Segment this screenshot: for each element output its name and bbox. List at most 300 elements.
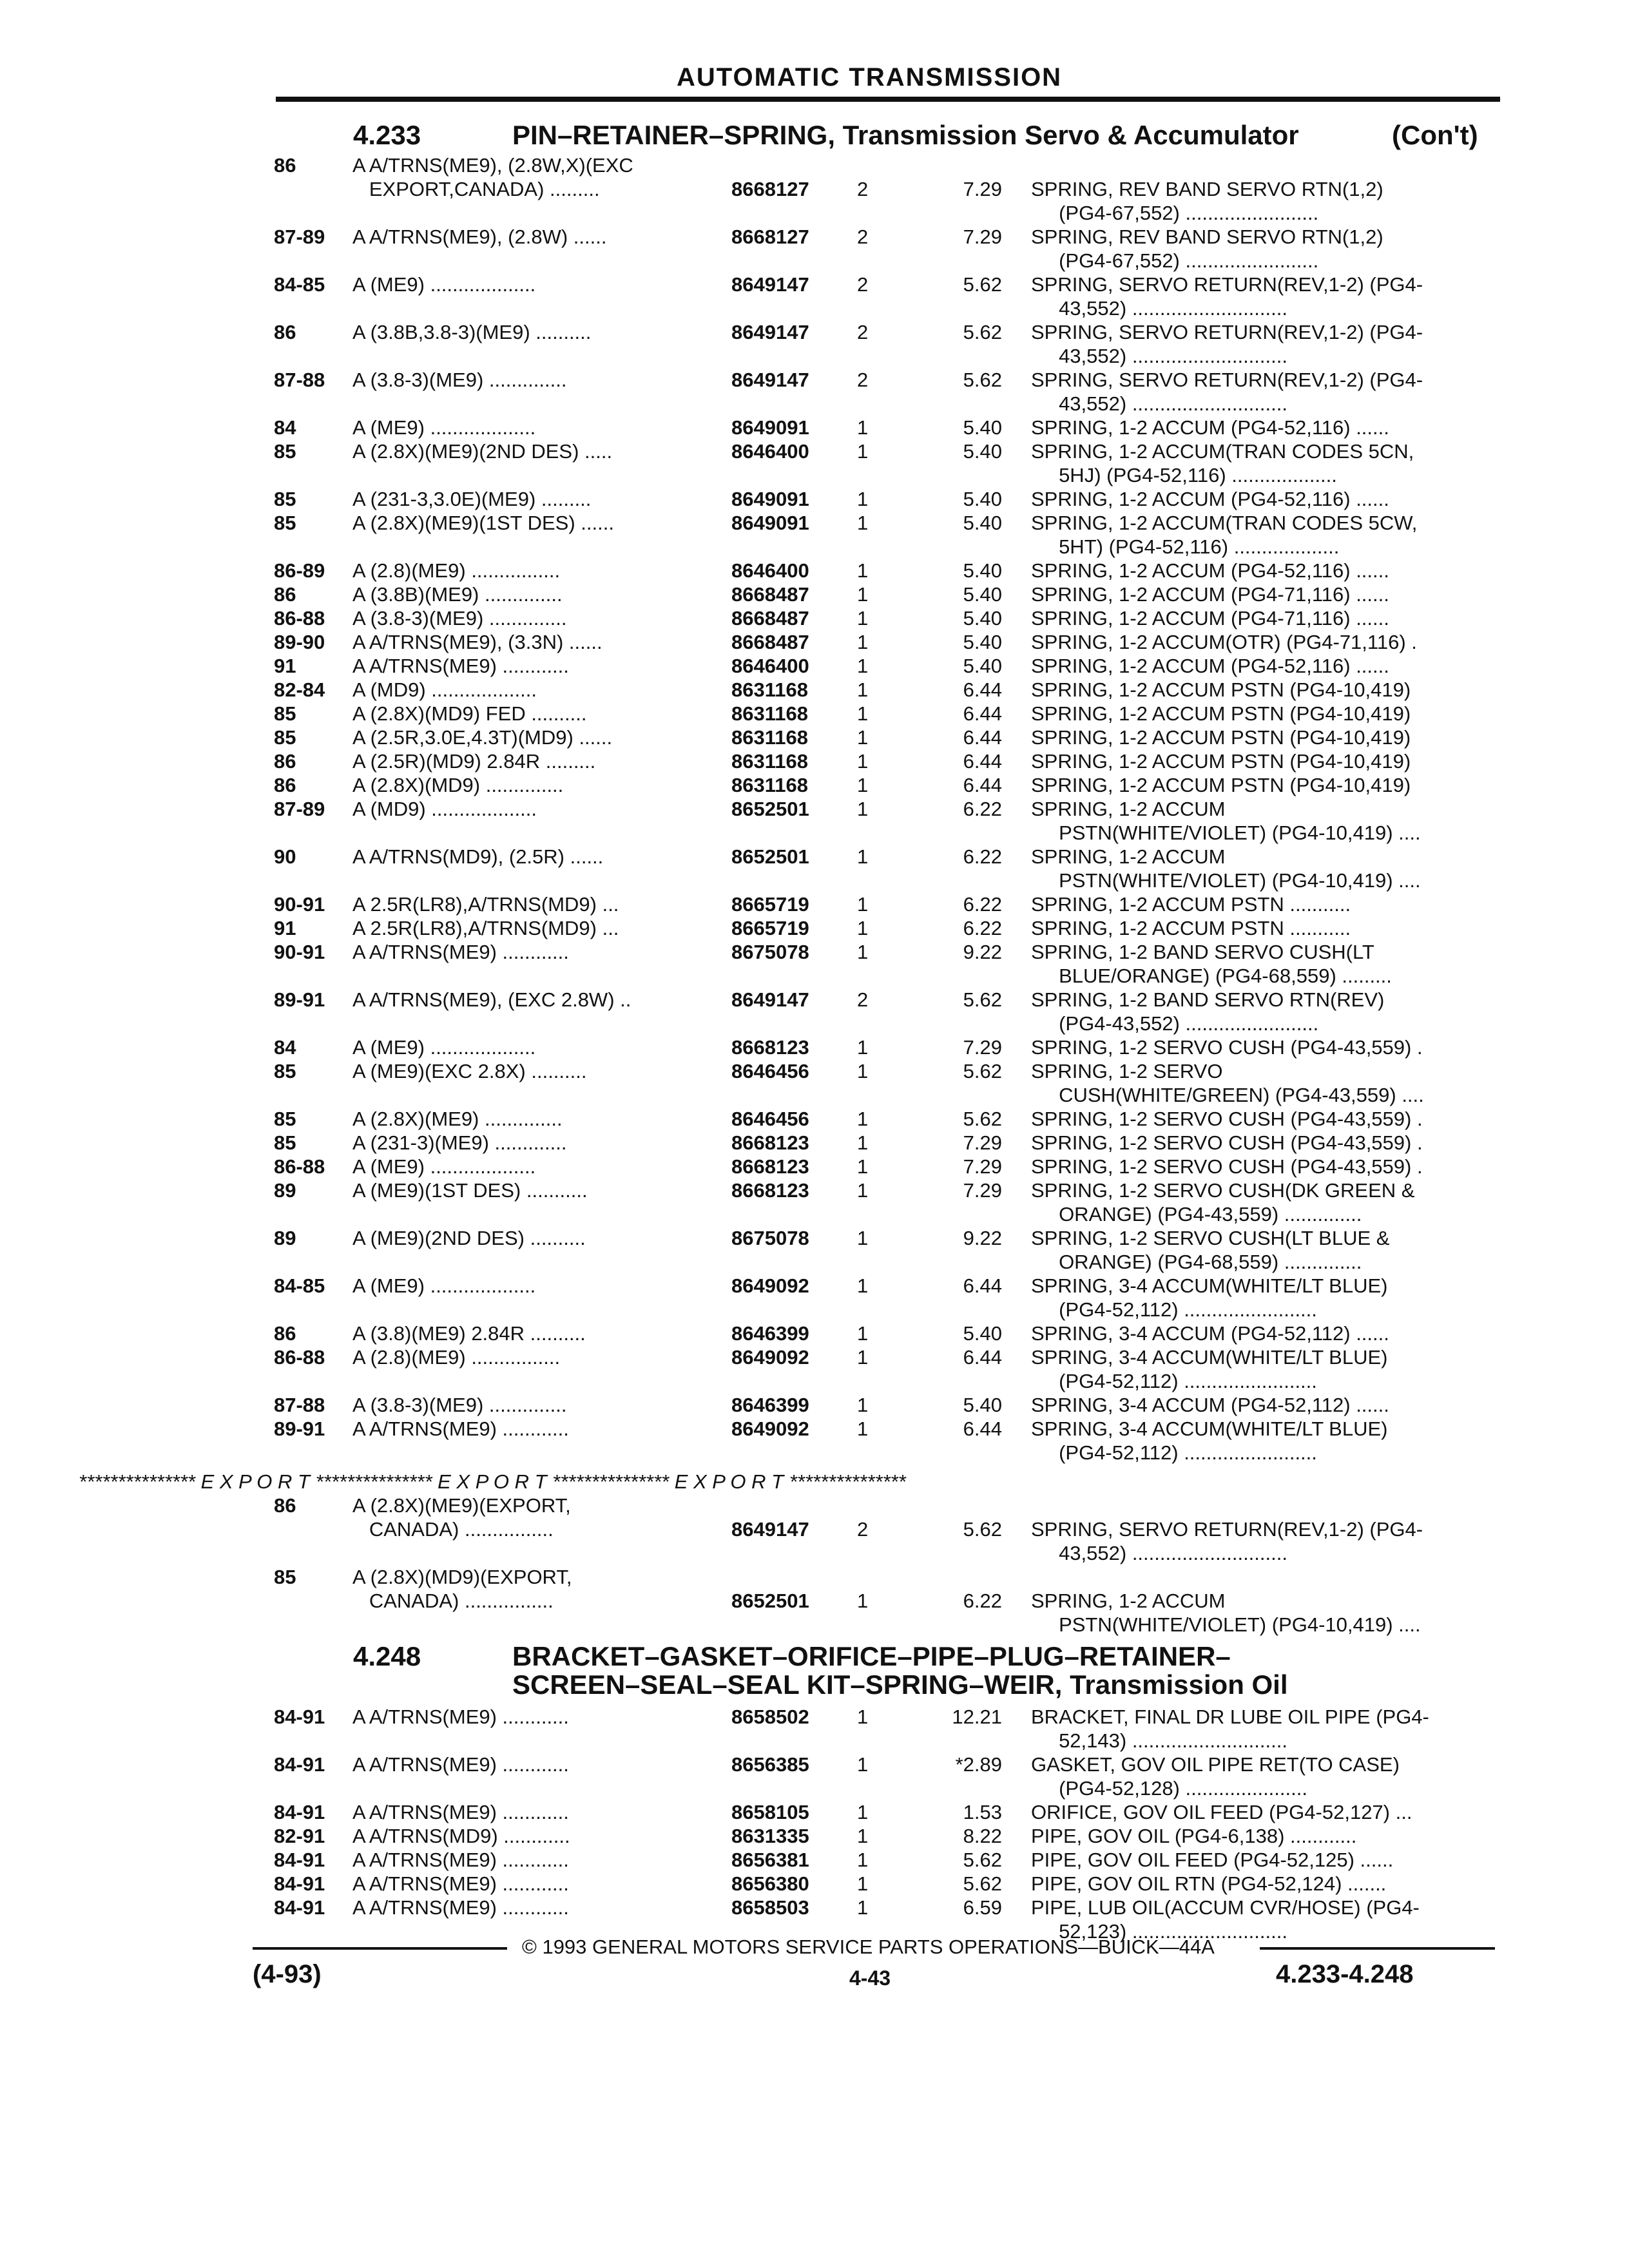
description-cell: SPRING, REV BAND SERVO RTN(1,2) bbox=[1031, 178, 1383, 200]
description-cell: (PG4-43,552) ........................ bbox=[1031, 1012, 1319, 1035]
part-number-cell: 8668123 bbox=[731, 1179, 809, 1202]
section-title-2-line2: SCREEN–SEAL–SEAL KIT–SPRING–WEIR, Transmission Oil bbox=[512, 1669, 1288, 1700]
application-cell: A A/TRNS(ME9) ............ bbox=[352, 1849, 569, 1871]
quantity-cell: 1 bbox=[857, 1896, 869, 1919]
application-cell: A (2.5R)(MD9) 2.84R ......... bbox=[352, 750, 596, 773]
part-number-cell: 8646399 bbox=[731, 1394, 809, 1416]
quantity-cell: 1 bbox=[857, 1872, 869, 1895]
application-cell: A (2.5R,3.0E,4.3T)(MD9) ...... bbox=[352, 726, 613, 749]
application-cell: A (2.8X)(MD9) .............. bbox=[352, 774, 564, 796]
price-cell: 6.22 bbox=[963, 893, 1002, 916]
quantity-cell: 1 bbox=[857, 1394, 869, 1416]
section-title: PIN–RETAINER–SPRING, Transmission Servo & Accumulator bbox=[512, 120, 1299, 150]
year-cell: 89 bbox=[274, 1179, 296, 1202]
part-number-cell: 8649092 bbox=[731, 1418, 809, 1440]
part-number-cell: 8631168 bbox=[731, 774, 808, 796]
description-cell: SPRING, 1-2 ACCUM bbox=[1031, 798, 1226, 820]
description-cell: ORIFICE, GOV OIL FEED (PG4-52,127) ... bbox=[1031, 1801, 1412, 1823]
quantity-cell: 1 bbox=[857, 845, 869, 868]
quantity-cell: 1 bbox=[857, 1346, 869, 1369]
description-cell: SPRING, 1-2 SERVO bbox=[1031, 1060, 1223, 1082]
year-cell: 84-91 bbox=[274, 1872, 325, 1895]
description-cell: SPRING, REV BAND SERVO RTN(1,2) bbox=[1031, 226, 1383, 248]
price-cell: 7.29 bbox=[963, 1131, 1002, 1154]
description-cell: SPRING, 1-2 ACCUM (PG4-52,116) ...... bbox=[1031, 559, 1389, 582]
footer-rule-left bbox=[253, 1947, 507, 1950]
year-cell: 86 bbox=[274, 583, 296, 606]
application-cell: A (MD9) ................... bbox=[352, 678, 537, 701]
application-cell: A (3.8-3)(ME9) .............. bbox=[352, 607, 567, 629]
quantity-cell: 1 bbox=[857, 917, 869, 939]
price-cell: 8.22 bbox=[963, 1825, 1002, 1847]
year-cell: 89 bbox=[274, 1227, 296, 1249]
price-cell: 6.44 bbox=[963, 1418, 1002, 1440]
footer-page-number: 4-43 bbox=[849, 1966, 891, 1990]
description-cell: 43,552) ............................ bbox=[1031, 297, 1287, 320]
description-cell: SPRING, 1-2 ACCUM (PG4-52,116) ...... bbox=[1031, 655, 1389, 677]
application-cell: A 2.5R(LR8),A/TRNS(MD9) ... bbox=[352, 917, 619, 939]
application-cell: A (2.8X)(ME9) .............. bbox=[352, 1108, 563, 1130]
price-cell: 6.44 bbox=[963, 678, 1002, 701]
year-cell: 84-85 bbox=[274, 273, 325, 296]
quantity-cell: 2 bbox=[857, 273, 869, 296]
price-cell: 6.44 bbox=[963, 1274, 1002, 1297]
page-header-title: AUTOMATIC TRANSMISSION bbox=[677, 63, 1063, 91]
price-cell: 5.40 bbox=[963, 631, 1002, 653]
price-cell: 5.40 bbox=[963, 416, 1002, 439]
description-cell: SPRING, 3-4 ACCUM (PG4-52,112) ...... bbox=[1031, 1322, 1389, 1345]
year-cell: 84-91 bbox=[274, 1753, 325, 1776]
application-cell: A (231-3,3.0E)(ME9) ......... bbox=[352, 488, 592, 510]
part-number-cell: 8656385 bbox=[731, 1753, 809, 1776]
part-number-cell: 8668123 bbox=[731, 1155, 809, 1178]
application-cell: A (2.8X)(MD9) FED .......... bbox=[352, 702, 587, 725]
description-cell: SPRING, 1-2 ACCUM bbox=[1031, 1590, 1226, 1612]
part-number-cell: 8649147 bbox=[731, 1518, 809, 1541]
part-number-cell: 8652501 bbox=[731, 1590, 809, 1612]
year-cell: 87-88 bbox=[274, 1394, 325, 1416]
application-cell: A (231-3)(ME9) ............. bbox=[352, 1131, 567, 1154]
price-cell: 5.62 bbox=[963, 273, 1002, 296]
quantity-cell: 1 bbox=[857, 1108, 869, 1130]
price-cell: 6.44 bbox=[963, 1346, 1002, 1369]
application-cell: A (2.8X)(MD9)(EXPORT, bbox=[352, 1566, 572, 1588]
description-cell: SPRING, 1-2 ACCUM (PG4-52,116) ...... bbox=[1031, 488, 1389, 510]
description-cell: PIPE, GOV OIL RTN (PG4-52,124) ....... bbox=[1031, 1872, 1387, 1895]
export-divider: *************** E X P O R T *************** E X P O R T *************** E X P O R T *************** bbox=[79, 1470, 906, 1493]
quantity-cell: 1 bbox=[857, 440, 869, 463]
description-cell: SPRING, 1-2 ACCUM (PG4-52,116) ...... bbox=[1031, 416, 1389, 439]
description-cell: SPRING, 1-2 SERVO CUSH(DK GREEN & bbox=[1031, 1179, 1415, 1202]
description-cell: SPRING, 3-4 ACCUM(WHITE/LT BLUE) bbox=[1031, 1418, 1388, 1440]
quantity-cell: 1 bbox=[857, 893, 869, 916]
description-cell: SPRING, 1-2 SERVO CUSH (PG4-43,559) . bbox=[1031, 1108, 1423, 1130]
price-cell: 6.59 bbox=[963, 1896, 1002, 1919]
description-cell: (PG4-67,552) ........................ bbox=[1031, 202, 1319, 224]
description-cell: SPRING, 1-2 ACCUM(TRAN CODES 5CN, bbox=[1031, 440, 1414, 463]
application-cell: A A/TRNS(ME9) ............ bbox=[352, 1872, 569, 1895]
part-number-cell: 8658502 bbox=[731, 1706, 809, 1728]
quantity-cell: 1 bbox=[857, 774, 869, 796]
description-cell: PIPE, GOV OIL (PG4-6,138) ............ bbox=[1031, 1825, 1357, 1847]
year-cell: 85 bbox=[274, 1566, 296, 1588]
description-cell: SPRING, 3-4 ACCUM(WHITE/LT BLUE) bbox=[1031, 1274, 1388, 1297]
part-number-cell: 8649147 bbox=[731, 369, 809, 391]
quantity-cell: 1 bbox=[857, 1131, 869, 1154]
year-cell: 84-91 bbox=[274, 1849, 325, 1871]
description-cell: SPRING, 1-2 BAND SERVO CUSH(LT bbox=[1031, 941, 1374, 963]
quantity-cell: 2 bbox=[857, 321, 869, 343]
part-number-cell: 8649147 bbox=[731, 273, 809, 296]
quantity-cell: 1 bbox=[857, 583, 869, 606]
quantity-cell: 1 bbox=[857, 1060, 869, 1082]
part-number-cell: 8646456 bbox=[731, 1060, 809, 1082]
description-cell: PIPE, LUB OIL(ACCUM CVR/HOSE) (PG4- bbox=[1031, 1896, 1420, 1919]
description-cell: 52,143) ............................ bbox=[1031, 1729, 1287, 1752]
description-cell: PIPE, GOV OIL FEED (PG4-52,125) ...... bbox=[1031, 1849, 1394, 1871]
application-cell: A A/TRNS(MD9), (2.5R) ...... bbox=[352, 845, 604, 868]
quantity-cell: 1 bbox=[857, 1322, 869, 1345]
description-cell: SPRING, 1-2 SERVO CUSH (PG4-43,559) . bbox=[1031, 1131, 1423, 1154]
quantity-cell: 1 bbox=[857, 512, 869, 534]
price-cell: 5.62 bbox=[963, 988, 1002, 1011]
price-cell: 5.62 bbox=[963, 1060, 1002, 1082]
description-cell: 5HT) (PG4-52,116) ................... bbox=[1031, 535, 1340, 558]
part-number-cell: 8649091 bbox=[731, 488, 809, 510]
application-cell: A A/TRNS(MD9) ............ bbox=[352, 1825, 570, 1847]
year-cell: 84-91 bbox=[274, 1801, 325, 1823]
price-cell: 5.62 bbox=[963, 1849, 1002, 1871]
quantity-cell: 1 bbox=[857, 1590, 869, 1612]
description-cell: (PG4-52,112) ........................ bbox=[1031, 1298, 1317, 1321]
description-cell: (PG4-67,552) ........................ bbox=[1031, 249, 1319, 272]
application-cell: A (3.8-3)(ME9) .............. bbox=[352, 369, 567, 391]
description-cell: SPRING, 1-2 ACCUM(OTR) (PG4-71,116) . bbox=[1031, 631, 1417, 653]
year-cell: 84 bbox=[274, 1036, 296, 1059]
description-cell: (PG4-52,112) ........................ bbox=[1031, 1441, 1317, 1464]
quantity-cell: 2 bbox=[857, 1518, 869, 1541]
price-cell: 5.40 bbox=[963, 440, 1002, 463]
price-cell: 5.40 bbox=[963, 559, 1002, 582]
description-cell: 43,552) ............................ bbox=[1031, 345, 1287, 367]
part-number-cell: 8668127 bbox=[731, 178, 809, 200]
quantity-cell: 1 bbox=[857, 941, 869, 963]
part-number-cell: 8646400 bbox=[731, 655, 809, 677]
part-number-cell: 8668487 bbox=[731, 583, 809, 606]
part-number-cell: 8668487 bbox=[731, 607, 809, 629]
year-cell: 85 bbox=[274, 726, 296, 749]
year-cell: 86 bbox=[274, 1322, 296, 1345]
year-cell: 86-88 bbox=[274, 607, 325, 629]
application-cell: EXPORT,CANADA) ......... bbox=[352, 178, 600, 200]
part-number-cell: 8649092 bbox=[731, 1346, 809, 1369]
quantity-cell: 1 bbox=[857, 1036, 869, 1059]
year-cell: 86 bbox=[274, 774, 296, 796]
quantity-cell: 1 bbox=[857, 1274, 869, 1297]
application-cell: A (3.8B,3.8-3)(ME9) .......... bbox=[352, 321, 592, 343]
year-cell: 89-91 bbox=[274, 988, 325, 1011]
application-cell: A A/TRNS(ME9), (3.3N) ...... bbox=[352, 631, 602, 653]
quantity-cell: 2 bbox=[857, 178, 869, 200]
quantity-cell: 1 bbox=[857, 488, 869, 510]
quantity-cell: 1 bbox=[857, 1227, 869, 1249]
description-cell: BLUE/ORANGE) (PG4-68,559) ......... bbox=[1031, 965, 1392, 987]
year-cell: 87-89 bbox=[274, 226, 325, 248]
part-number-cell: 8658503 bbox=[731, 1896, 809, 1919]
part-number-cell: 8649091 bbox=[731, 416, 809, 439]
description-cell: PSTN(WHITE/VIOLET) (PG4-10,419) .... bbox=[1031, 1613, 1421, 1636]
description-cell: (PG4-52,112) ........................ bbox=[1031, 1370, 1317, 1392]
price-cell: 6.22 bbox=[963, 1590, 1002, 1612]
description-cell: GASKET, GOV OIL PIPE RET(TO CASE) bbox=[1031, 1753, 1400, 1776]
quantity-cell: 2 bbox=[857, 369, 869, 391]
price-cell: 6.44 bbox=[963, 726, 1002, 749]
part-number-cell: 8646399 bbox=[731, 1322, 809, 1345]
year-cell: 85 bbox=[274, 488, 296, 510]
part-number-cell: 8668127 bbox=[731, 226, 809, 248]
application-cell: A (ME9) ................... bbox=[352, 273, 536, 296]
description-cell: SPRING, 1-2 ACCUM PSTN ........... bbox=[1031, 893, 1351, 916]
year-cell: 86-89 bbox=[274, 559, 325, 582]
year-cell: 87-89 bbox=[274, 798, 325, 820]
footer-rule-right bbox=[1260, 1947, 1495, 1950]
application-cell: A A/TRNS(ME9) ............ bbox=[352, 1896, 569, 1919]
part-number-cell: 8649091 bbox=[731, 512, 809, 534]
price-cell: 5.40 bbox=[963, 512, 1002, 534]
price-cell: 6.22 bbox=[963, 845, 1002, 868]
price-cell: 9.22 bbox=[963, 1227, 1002, 1249]
application-cell: A (ME9) ................... bbox=[352, 1036, 536, 1059]
description-cell: SPRING, SERVO RETURN(REV,1-2) (PG4- bbox=[1031, 273, 1423, 296]
price-cell: 7.29 bbox=[963, 1179, 1002, 1202]
footer-date: (4-93) bbox=[253, 1960, 322, 1988]
price-cell: 9.22 bbox=[963, 941, 1002, 963]
year-cell: 91 bbox=[274, 917, 296, 939]
quantity-cell: 1 bbox=[857, 607, 869, 629]
application-cell: A (3.8-3)(ME9) .............. bbox=[352, 1394, 567, 1416]
application-cell: A (ME9)(1ST DES) ........... bbox=[352, 1179, 588, 1202]
application-cell: A A/TRNS(ME9), (2.8W) ...... bbox=[352, 226, 607, 248]
year-cell: 90-91 bbox=[274, 893, 325, 916]
description-cell: SPRING, 3-4 ACCUM(WHITE/LT BLUE) bbox=[1031, 1346, 1388, 1369]
part-number-cell: 8646400 bbox=[731, 559, 809, 582]
quantity-cell: 2 bbox=[857, 226, 869, 248]
part-number-cell: 8675078 bbox=[731, 1227, 809, 1249]
quantity-cell: 1 bbox=[857, 559, 869, 582]
description-cell: 43,552) ............................ bbox=[1031, 1542, 1287, 1564]
part-number-cell: 8675078 bbox=[731, 941, 809, 963]
quantity-cell: 1 bbox=[857, 1706, 869, 1728]
application-cell: A A/TRNS(ME9) ............ bbox=[352, 1753, 569, 1776]
year-cell: 86 bbox=[274, 750, 296, 773]
description-cell: SPRING, 3-4 ACCUM (PG4-52,112) ...... bbox=[1031, 1394, 1389, 1416]
application-cell: A A/TRNS(ME9) ............ bbox=[352, 1418, 569, 1440]
quantity-cell: 1 bbox=[857, 678, 869, 701]
part-number-cell: 8658105 bbox=[731, 1801, 809, 1823]
year-cell: 86 bbox=[274, 321, 296, 343]
description-cell: SPRING, 1-2 SERVO CUSH (PG4-43,559) . bbox=[1031, 1155, 1423, 1178]
price-cell: 7.29 bbox=[963, 226, 1002, 248]
application-cell: A (ME9)(2ND DES) .......... bbox=[352, 1227, 586, 1249]
description-cell: 52,123) ............................ bbox=[1031, 1920, 1287, 1943]
description-cell: SPRING, 1-2 ACCUM PSTN (PG4-10,419) bbox=[1031, 702, 1411, 725]
application-cell: A A/TRNS(ME9), (EXC 2.8W) .. bbox=[352, 988, 631, 1011]
application-cell: CANADA) ................ bbox=[352, 1590, 554, 1612]
quantity-cell: 1 bbox=[857, 655, 869, 677]
price-cell: 5.40 bbox=[963, 488, 1002, 510]
description-cell: 43,552) ............................ bbox=[1031, 392, 1287, 415]
description-cell: SPRING, 1-2 ACCUM bbox=[1031, 845, 1226, 868]
price-cell: *2.89 bbox=[955, 1753, 1002, 1776]
part-number-cell: 8646400 bbox=[731, 440, 809, 463]
description-cell: CUSH(WHITE/GREEN) (PG4-43,559) .... bbox=[1031, 1084, 1424, 1106]
description-cell: SPRING, 1-2 ACCUM PSTN ........... bbox=[1031, 917, 1351, 939]
part-number-cell: 8631168 bbox=[731, 678, 808, 701]
year-cell: 89-90 bbox=[274, 631, 325, 653]
year-cell: 90-91 bbox=[274, 941, 325, 963]
description-cell: BRACKET, FINAL DR LUBE OIL PIPE (PG4- bbox=[1031, 1706, 1429, 1728]
part-number-cell: 8665719 bbox=[731, 893, 809, 916]
quantity-cell: 1 bbox=[857, 750, 869, 773]
year-cell: 86 bbox=[274, 154, 296, 177]
description-cell: SPRING, 1-2 ACCUM PSTN (PG4-10,419) bbox=[1031, 750, 1411, 773]
section-number-2: 4.248 bbox=[353, 1641, 421, 1671]
price-cell: 5.62 bbox=[963, 1518, 1002, 1541]
price-cell: 7.29 bbox=[963, 1036, 1002, 1059]
application-cell: A A/TRNS(ME9) ............ bbox=[352, 941, 569, 963]
year-cell: 85 bbox=[274, 1131, 296, 1154]
price-cell: 6.44 bbox=[963, 702, 1002, 725]
application-cell: A (ME9) ................... bbox=[352, 1155, 536, 1178]
description-cell: SPRING, 1-2 ACCUM (PG4-71,116) ...... bbox=[1031, 607, 1389, 629]
description-cell: ORANGE) (PG4-43,559) .............. bbox=[1031, 1203, 1362, 1225]
footer-copyright: © 1993 GENERAL MOTORS SERVICE PARTS OPERATIONS—BUICK—44A bbox=[522, 1936, 1215, 1958]
price-cell: 6.22 bbox=[963, 917, 1002, 939]
description-cell: SPRING, 1-2 BAND SERVO RTN(REV) bbox=[1031, 988, 1385, 1011]
price-cell: 5.62 bbox=[963, 321, 1002, 343]
quantity-cell: 1 bbox=[857, 631, 869, 653]
application-cell: A (ME9) ................... bbox=[352, 416, 536, 439]
year-cell: 86 bbox=[274, 1494, 296, 1517]
application-cell: A (2.8X)(ME9)(1ST DES) ...... bbox=[352, 512, 614, 534]
price-cell: 5.40 bbox=[963, 1322, 1002, 1345]
description-cell: SPRING, 1-2 ACCUM PSTN (PG4-10,419) bbox=[1031, 774, 1411, 796]
part-number-cell: 8631168 bbox=[731, 726, 808, 749]
price-cell: 5.62 bbox=[963, 1872, 1002, 1895]
year-cell: 90 bbox=[274, 845, 296, 868]
year-cell: 91 bbox=[274, 655, 296, 677]
application-cell: A (ME9)(EXC 2.8X) .......... bbox=[352, 1060, 587, 1082]
year-cell: 84-91 bbox=[274, 1896, 325, 1919]
application-cell: A (2.8X)(ME9)(EXPORT, bbox=[352, 1494, 571, 1517]
price-cell: 5.40 bbox=[963, 583, 1002, 606]
year-cell: 85 bbox=[274, 1060, 296, 1082]
part-number-cell: 8649147 bbox=[731, 988, 809, 1011]
price-cell: 7.29 bbox=[963, 1155, 1002, 1178]
price-cell: 6.44 bbox=[963, 774, 1002, 796]
part-number-cell: 8631168 bbox=[731, 750, 808, 773]
part-number-cell: 8649147 bbox=[731, 321, 809, 343]
application-cell: A A/TRNS(ME9) ............ bbox=[352, 1706, 569, 1728]
quantity-cell: 2 bbox=[857, 988, 869, 1011]
application-cell: A (2.8)(ME9) ................ bbox=[352, 559, 561, 582]
section-number: 4.233 bbox=[353, 120, 421, 150]
description-cell: SPRING, 1-2 SERVO CUSH(LT BLUE & bbox=[1031, 1227, 1390, 1249]
description-cell: SPRING, 1-2 SERVO CUSH (PG4-43,559) . bbox=[1031, 1036, 1423, 1059]
price-cell: 5.40 bbox=[963, 655, 1002, 677]
description-cell: SPRING, SERVO RETURN(REV,1-2) (PG4- bbox=[1031, 369, 1423, 391]
application-cell: A A/TRNS(ME9) ............ bbox=[352, 655, 569, 677]
year-cell: 85 bbox=[274, 702, 296, 725]
part-number-cell: 8668123 bbox=[731, 1131, 809, 1154]
part-number-cell: 8665719 bbox=[731, 917, 809, 939]
application-cell: A (2.8)(ME9) ................ bbox=[352, 1346, 561, 1369]
application-cell: A (3.8B)(ME9) .............. bbox=[352, 583, 563, 606]
year-cell: 84-85 bbox=[274, 1274, 325, 1297]
section-title-2-line1: BRACKET–GASKET–ORIFICE–PIPE–PLUG–RETAINER– bbox=[512, 1641, 1231, 1671]
description-cell: PSTN(WHITE/VIOLET) (PG4-10,419) .... bbox=[1031, 822, 1421, 844]
description-cell: SPRING, 1-2 ACCUM (PG4-71,116) ...... bbox=[1031, 583, 1389, 606]
price-cell: 6.22 bbox=[963, 798, 1002, 820]
description-cell: SPRING, 1-2 ACCUM(TRAN CODES 5CW, bbox=[1031, 512, 1418, 534]
year-cell: 85 bbox=[274, 440, 296, 463]
application-cell: A 2.5R(LR8),A/TRNS(MD9) ... bbox=[352, 893, 619, 916]
part-number-cell: 8656380 bbox=[731, 1872, 809, 1895]
quantity-cell: 1 bbox=[857, 1849, 869, 1871]
description-cell: 5HJ) (PG4-52,116) ................... bbox=[1031, 464, 1337, 486]
part-number-cell: 8649092 bbox=[731, 1274, 809, 1297]
year-cell: 84-91 bbox=[274, 1706, 325, 1728]
price-cell: 5.62 bbox=[963, 369, 1002, 391]
section-continued: (Con't) bbox=[1392, 120, 1478, 150]
description-cell: SPRING, SERVO RETURN(REV,1-2) (PG4- bbox=[1031, 1518, 1423, 1541]
year-cell: 82-84 bbox=[274, 678, 325, 701]
footer-section-range: 4.233-4.248 bbox=[1276, 1960, 1414, 1988]
application-cell: A A/TRNS(ME9), (2.8W,X)(EXC bbox=[352, 154, 633, 177]
part-number-cell: 8646456 bbox=[731, 1108, 809, 1130]
year-cell: 86-88 bbox=[274, 1155, 325, 1178]
price-cell: 1.53 bbox=[963, 1801, 1002, 1823]
quantity-cell: 1 bbox=[857, 726, 869, 749]
part-number-cell: 8668487 bbox=[731, 631, 809, 653]
quantity-cell: 1 bbox=[857, 1801, 869, 1823]
price-cell: 5.62 bbox=[963, 1108, 1002, 1130]
application-cell: A (MD9) ................... bbox=[352, 798, 537, 820]
application-cell: A A/TRNS(ME9) ............ bbox=[352, 1801, 569, 1823]
year-cell: 89-91 bbox=[274, 1418, 325, 1440]
application-cell: A (ME9) ................... bbox=[352, 1274, 536, 1297]
header-rule bbox=[276, 97, 1500, 102]
description-cell: PSTN(WHITE/VIOLET) (PG4-10,419) .... bbox=[1031, 869, 1421, 892]
year-cell: 87-88 bbox=[274, 369, 325, 391]
year-cell: 82-91 bbox=[274, 1825, 325, 1847]
price-cell: 12.21 bbox=[952, 1706, 1002, 1728]
description-cell: (PG4-52,128) ...................... bbox=[1031, 1777, 1307, 1800]
year-cell: 85 bbox=[274, 512, 296, 534]
quantity-cell: 1 bbox=[857, 798, 869, 820]
application-cell: A (2.8X)(ME9)(2ND DES) ..... bbox=[352, 440, 613, 463]
quantity-cell: 1 bbox=[857, 1179, 869, 1202]
description-cell: SPRING, 1-2 ACCUM PSTN (PG4-10,419) bbox=[1031, 678, 1411, 701]
quantity-cell: 1 bbox=[857, 1155, 869, 1178]
part-number-cell: 8631335 bbox=[731, 1825, 809, 1847]
application-cell: A (3.8)(ME9) 2.84R .......... bbox=[352, 1322, 586, 1345]
year-cell: 85 bbox=[274, 1108, 296, 1130]
quantity-cell: 1 bbox=[857, 1753, 869, 1776]
price-cell: 5.40 bbox=[963, 1394, 1002, 1416]
year-cell: 84 bbox=[274, 416, 296, 439]
description-cell: SPRING, 1-2 ACCUM PSTN (PG4-10,419) bbox=[1031, 726, 1411, 749]
